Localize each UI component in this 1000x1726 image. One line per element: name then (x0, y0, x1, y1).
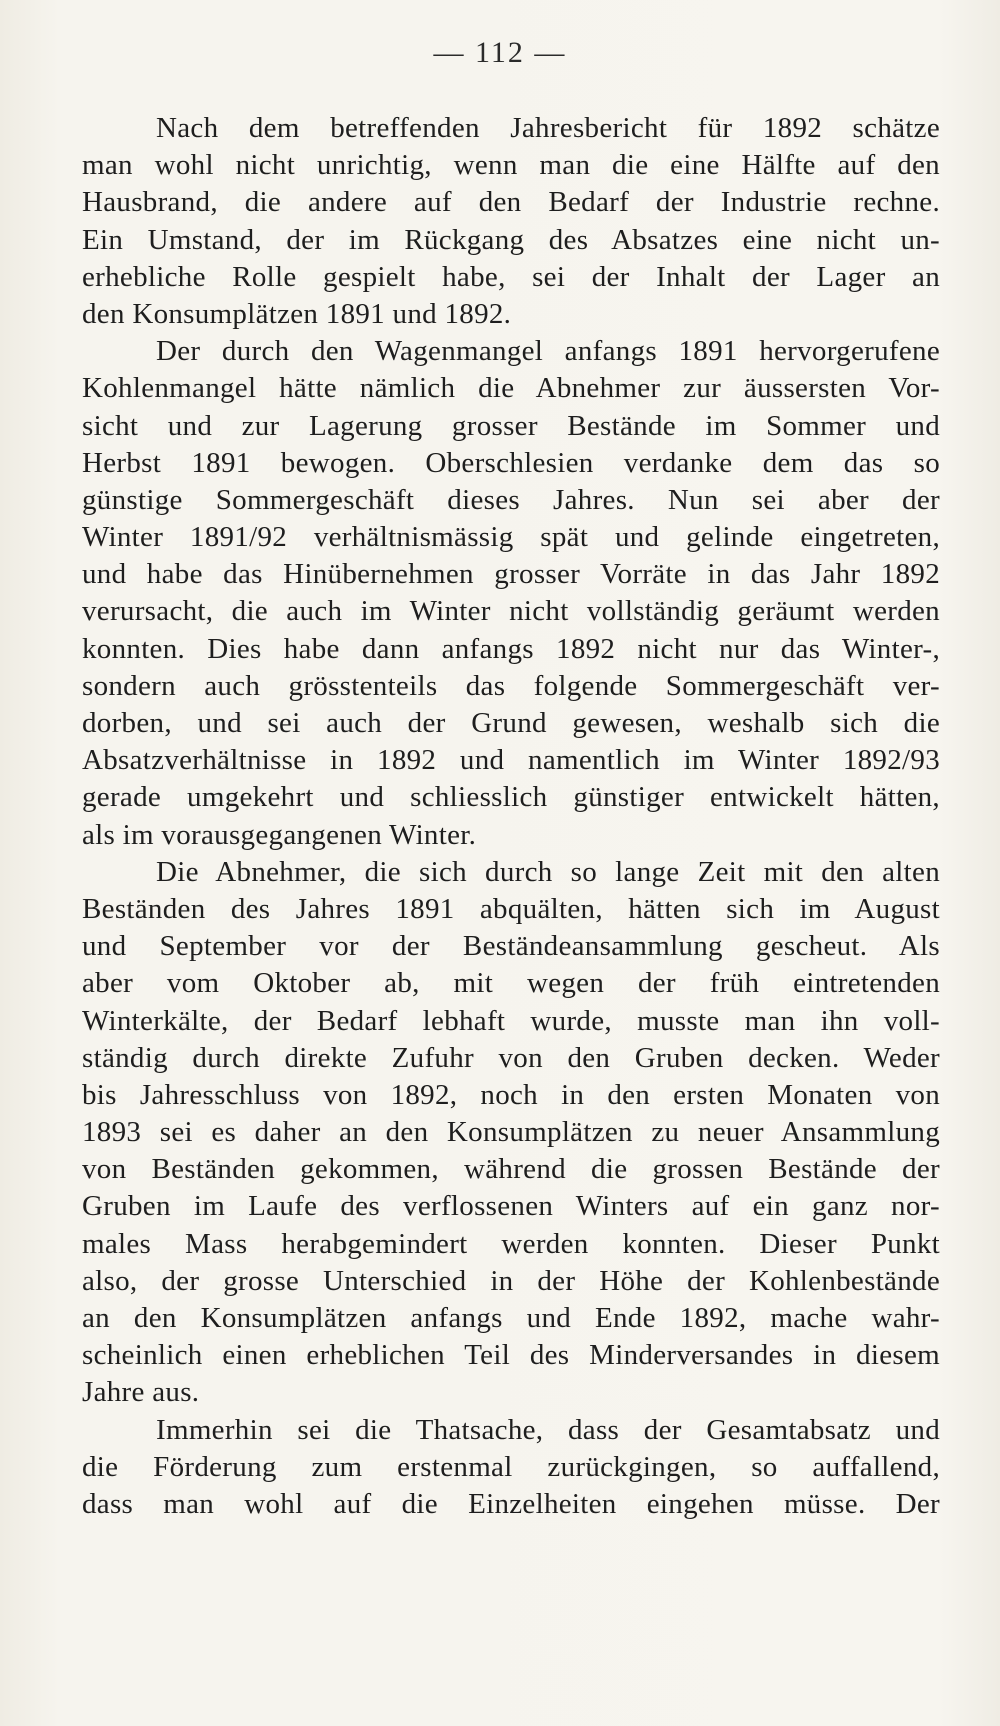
text-line: und September vor der Beständeansammlung gescheut. Als (82, 930, 940, 963)
text-line: man wohl nicht unrichtig, wenn man die eine Hälfte auf den (82, 149, 940, 182)
text-line: und habe das Hinübernehmen grosser Vorräte in das Jahr 1892 (82, 558, 940, 591)
text-line: Gruben im Laufe des verflossenen Winters auf ein ganz nor- (82, 1190, 940, 1223)
text-line: erhebliche Rolle gespielt habe, sei der Inhalt der Lager an (82, 260, 940, 293)
text-line: ständig durch direkte Zufuhr von den Gruben decken. Weder (82, 1041, 940, 1074)
text-line: günstige Sommergeschäft dieses Jahres. Nun sei aber der (82, 483, 940, 516)
text-line: gerade umgekehrt und schliesslich günstiger entwickelt hätten, (82, 781, 940, 814)
page-number: — 112 — (433, 36, 567, 69)
text-line: Kohlenmangel hätte nämlich die Abnehmer zur äussersten Vor- (82, 372, 940, 405)
text-line: Die Abnehmer, die sich durch so lange Zeit mit den alten (156, 855, 940, 888)
text-line: Immerhin sei die Thatsache, dass der Gesamtabsatz und (156, 1413, 940, 1446)
text-line: als im vorausgegangenen Winter. (82, 818, 477, 851)
text-line: Herbst 1891 bewogen. Oberschlesien verdanke dem das so (82, 446, 940, 479)
text-line: von Beständen gekommen, während die grossen Bestände der (82, 1153, 940, 1186)
text-line: Absatzverhältnisse in 1892 und namentlich im Winter 1892/93 (82, 744, 940, 777)
text-line: Ein Umstand, der im Rückgang des Absatzes eine nicht un- (82, 223, 940, 256)
text-line: Beständen des Jahres 1891 abquälten, hätten sich im August (82, 892, 940, 925)
text-line: Nach dem betreffenden Jahresbericht für 1892 schätze (156, 112, 940, 144)
body-text (82, 110, 940, 1523)
paragraph (82, 1412, 940, 1524)
text-line: Hausbrand, die andere auf den Bedarf der Industrie rechne. (82, 186, 940, 219)
text-line: dorben, und sei auch der Grund gewesen, weshalb sich die (82, 707, 940, 739)
text-line: males Mass herabgemindert werden konnten. Dieser Punkt (82, 1227, 940, 1260)
text-line: sicht und zur Lagerung grosser Bestände im Sommer und (82, 409, 940, 442)
text-line: dass man wohl auf die Einzelheiten eingehen müsse. Der (82, 1487, 940, 1520)
text-line: Winterkälte, der Bedarf lebhaft wurde, musste man ihn voll- (82, 1004, 940, 1037)
text-line: Der durch den Wagenmangel anfangs 1891 hervorgerufene (156, 335, 940, 368)
text-line: konnten. Dies habe dann anfangs 1892 nicht nur das Winter-, (82, 632, 940, 665)
text-line: Winter 1891/92 verhältnismässig spät und gelinde eingetreten, (82, 521, 940, 554)
text-line: an den Konsumplätzen anfangs und Ende 1892, mache wahr- (82, 1302, 940, 1334)
text-line: die Förderung zum erstenmal zurückgingen, so auffallend, (82, 1450, 940, 1483)
text-line: Jahre aus. (82, 1376, 200, 1409)
text-line: sondern auch grösstenteils das folgende Sommergeschäft ver- (82, 669, 940, 702)
text-line: bis Jahresschluss von 1892, noch in den ersten Monaten von (82, 1078, 940, 1111)
paragraph (82, 854, 940, 1412)
paragraph (82, 110, 940, 333)
text-line: den Konsumplätzen 1891 und 1892. (82, 297, 512, 330)
text-line: verursacht, die auch im Winter nicht vollständig geräumt werden (82, 595, 940, 628)
paragraph (82, 333, 940, 854)
text-line: 1893 sei es daher an den Konsumplätzen zu neuer Ansammlung (82, 1116, 940, 1149)
text-line: scheinlich einen erheblichen Teil des Minderversandes in diesem (82, 1339, 940, 1372)
text-line: also, der grosse Unterschied in der Höhe der Kohlenbestände (82, 1264, 940, 1297)
text-line: aber vom Oktober ab, mit wegen der früh eintretenden (82, 967, 940, 1000)
